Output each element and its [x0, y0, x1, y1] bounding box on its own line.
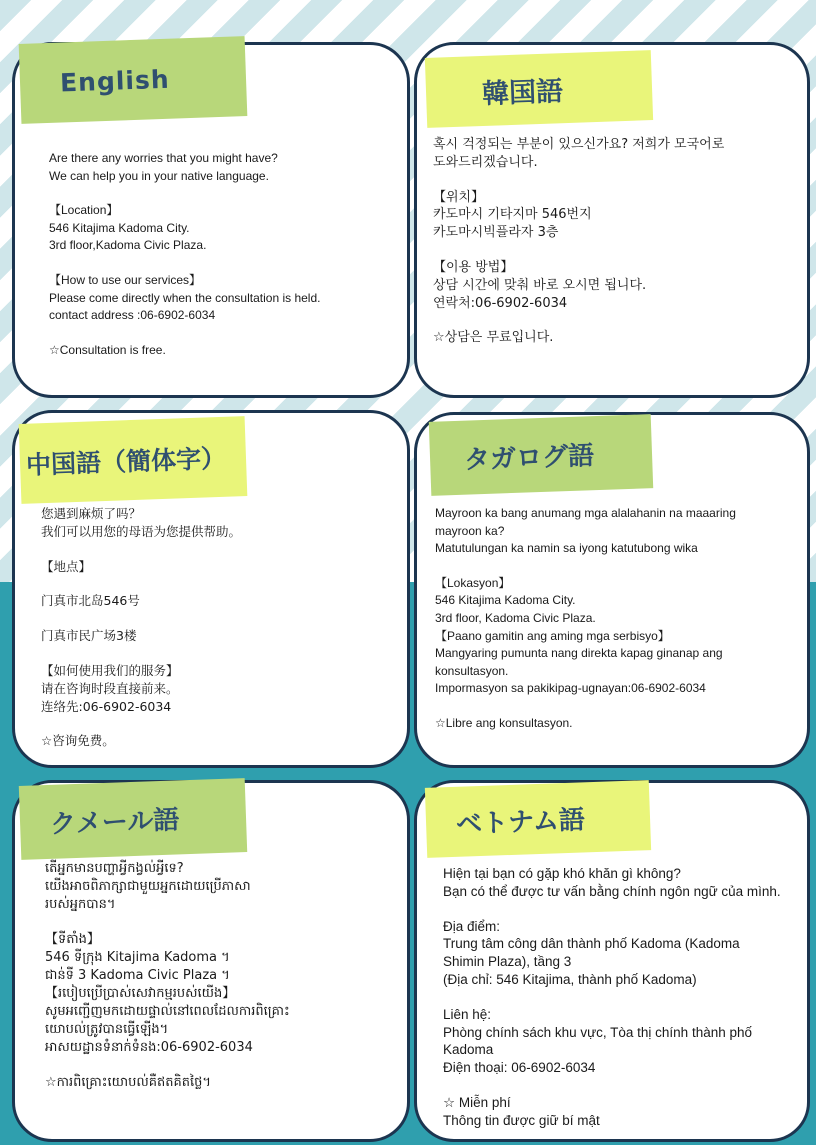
tagalog-title-tag: [429, 414, 653, 496]
khmer-title-tag: [19, 778, 247, 860]
body-line: 도와드리겠습니다.: [433, 154, 538, 170]
body-line: 门真市民广场3楼: [41, 628, 137, 644]
body-line: 我们可以用您的母语为您提供帮助。: [41, 523, 242, 539]
body-line: Mayroon ka bang anumang mga alalahanin na maaaring: [435, 506, 736, 520]
khmer-body: [45, 860, 405, 1092]
body-line: [49, 325, 399, 342]
body-line: Impormasyon sa pakikipag-ugnayan:06-6902-6034: [435, 681, 706, 696]
body-line: របស់អ្នកបាន។: [45, 897, 116, 912]
body-line: [41, 541, 401, 558]
body-line: ☆ការពិគ្រោះយោបល់គឺឥតគិតថ្លៃ។: [45, 1075, 211, 1090]
body-line: 상담 시간에 맞춰 바로 오시면 됩니다.: [433, 277, 647, 293]
body-line: [443, 1077, 813, 1094]
english-body: [49, 150, 399, 359]
body-line: 【Lokasyon】: [435, 575, 511, 590]
body-line: 门真市北岛546号: [41, 593, 140, 609]
body-line: Are there any worries that you might have?: [49, 151, 278, 165]
body-line: 546 Kitajima Kadoma City.: [49, 220, 190, 235]
body-line: ☆Consultation is free.: [49, 342, 166, 357]
body-line: Matutulungan ka namin sa iyong katutubong wika: [435, 541, 698, 556]
body-line: 您遇到麻烦了吗？: [41, 506, 142, 521]
body-line: Shimin Plaza), tầng 3: [443, 954, 572, 970]
chinese-title: 中国語（簡体字）: [25, 443, 227, 480]
body-line: 카도마시빅플라자 3층: [433, 225, 559, 241]
body-line: [45, 1057, 405, 1074]
body-line: 3rd floor,Kadoma Civic Plaza.: [49, 238, 207, 253]
korean-body: [433, 136, 803, 347]
body-line: ☆ Miễn phí: [443, 1094, 511, 1110]
body-line: ☆Libre ang konsultasyon.: [435, 715, 573, 730]
english-title: English: [59, 64, 171, 98]
chinese-body: [41, 505, 401, 750]
body-line: ជាន់ទី 3 Kadoma Civic Plaza ។: [45, 968, 230, 983]
body-line: [41, 575, 401, 592]
body-line: [435, 558, 805, 575]
body-line: 【ទីតាំង】: [45, 932, 100, 947]
body-line: Trung tâm công dân thành phố Kadoma (Kadoma: [443, 936, 740, 952]
body-line: 【Paano gamitin ang aming mga serbisyo】: [435, 628, 670, 643]
tagalog-body: [435, 505, 805, 733]
english-title-tag: [19, 36, 248, 124]
body-line: 【위치】: [433, 189, 485, 205]
vietnamese-title: ベトナム語: [455, 804, 586, 840]
body-line: [435, 698, 805, 715]
body-line: [41, 610, 401, 627]
body-line: តើអ្នកមានបញ្ហាអ្វីកង្វល់អ្វីទេ?: [45, 861, 184, 876]
body-line: Địa điểm:: [443, 918, 501, 934]
body-line: Mangyaring pumunta nang direkta kapag ginanap ang: [435, 646, 723, 661]
body-line: [433, 172, 803, 189]
body-line: (Địa chỉ: 546 Kitajima, thành phố Kadoma): [443, 971, 697, 987]
body-line: [49, 185, 399, 202]
body-line: 【របៀបប្រើប្រាស់សេវាកម្មរបស់យើង】: [45, 986, 236, 1001]
body-line: 546 ទីក្រុង Kitajima Kadoma ។: [45, 950, 230, 965]
body-line: Phòng chính sách khu vực, Tòa thị chính thành phố: [443, 1024, 752, 1040]
body-line: [41, 715, 401, 732]
body-line: យើងអាចពិភាក្សាជាមួយអ្នកដោយប្រើភាសា: [45, 879, 251, 894]
body-line: 【Location】: [49, 203, 119, 218]
body-line: 혹시 걱정되는 부분이 있으신가요? 저희가 모국어로: [433, 137, 725, 152]
body-line: 카도마시 기타지마 546번지: [433, 207, 592, 223]
body-line: សូមអញ្ជើញមកដោយផ្ទាល់នៅពេលដែលការពិគ្រោះ: [45, 1004, 290, 1019]
body-line: យោបល់ត្រូវបានធ្វើឡើង។: [45, 1022, 169, 1037]
chinese-title-tag: [19, 416, 248, 504]
body-line: 546 Kitajima Kadoma City.: [435, 593, 576, 608]
tagalog-title: タガログ語: [463, 440, 595, 476]
body-line: ☆상담은 무료입니다.: [433, 330, 554, 346]
body-line: 【이용 방법】: [433, 259, 514, 275]
body-line: អាសយដ្ឋានទំនាក់ទំនង:06-6902-6034: [45, 1040, 253, 1055]
body-line: We can help you in your native language.: [49, 168, 269, 183]
body-line: mayroon ka?: [435, 523, 505, 538]
body-line: Điện thoại: 06-6902-6034: [443, 1060, 596, 1076]
korean-title-tag: [425, 50, 653, 128]
body-line: 【How to use our services】: [49, 272, 202, 287]
body-line: Please come directly when the consultation is held.: [49, 290, 321, 305]
body-line: Thông tin được giữ bí mật: [443, 1112, 600, 1128]
korean-title: 韓国語: [481, 75, 564, 110]
vietnamese-body: [443, 865, 813, 1130]
body-line: Hiện tại bạn có gặp khó khăn gì không?: [443, 866, 681, 881]
body-line: Kadoma: [443, 1042, 494, 1058]
body-line: 【地点】: [41, 558, 92, 574]
body-line: ☆咨询免费。: [41, 733, 115, 749]
vietnamese-title-tag: [425, 780, 651, 858]
body-line: [41, 645, 401, 662]
body-line: 【如何使用我们的服务】: [41, 662, 179, 678]
body-line: 3rd floor, Kadoma Civic Plaza.: [435, 610, 596, 625]
body-line: Bạn có thể được tư vấn bằng chính ngôn ngữ của mình.: [443, 883, 781, 899]
body-line: 连络先:06-6902-6034: [41, 698, 172, 714]
body-line: [443, 989, 813, 1006]
body-line: konsultasyon.: [435, 663, 509, 678]
body-line: contact address :06-6902-6034: [49, 308, 216, 323]
body-line: [49, 255, 399, 272]
body-line: [443, 901, 813, 918]
body-line: 请在咨询时段直接前来。: [41, 680, 179, 696]
body-line: 연락처:06-6902-6034: [433, 295, 568, 311]
body-line: Liên hệ:: [443, 1006, 492, 1022]
body-line: [45, 914, 405, 931]
khmer-title: クメール語: [49, 804, 180, 840]
body-line: [433, 242, 803, 259]
body-line: [433, 312, 803, 329]
